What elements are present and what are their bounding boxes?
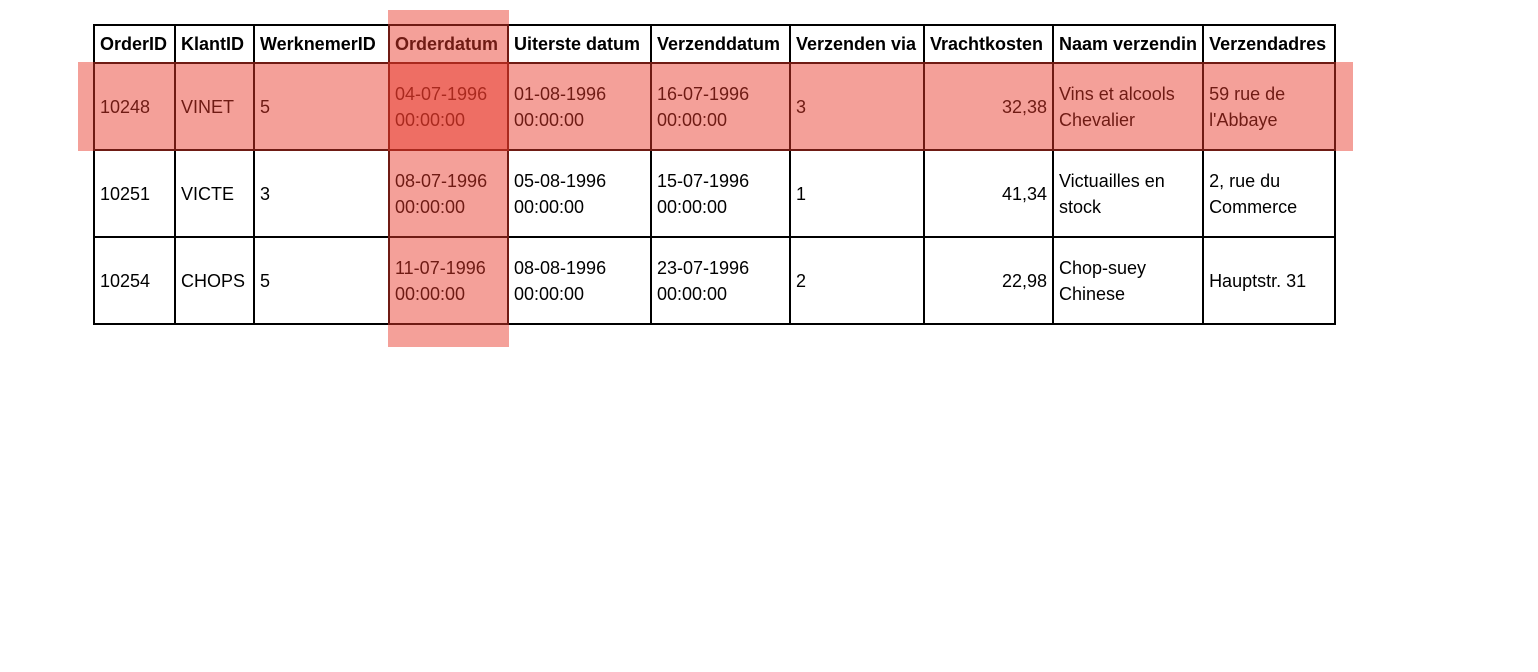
cell-verzenddatum: 15-07-1996 00:00:00 (651, 150, 790, 237)
header-naam-verzending[interactable]: Naam verzendin (1053, 25, 1203, 63)
cell-verzenden-via: 2 (790, 237, 924, 324)
cell-verzenden-via: 1 (790, 150, 924, 237)
cell-werknemer-id: 5 (254, 63, 389, 150)
header-orderdatum[interactable]: Orderdatum (389, 25, 508, 63)
cell-verzendadres: 2, rue du Commerce (1203, 150, 1335, 237)
cell-orderdatum: 08-07-1996 00:00:00 (389, 150, 508, 237)
header-vrachtkosten[interactable]: Vrachtkosten (924, 25, 1053, 63)
table-row[interactable] (94, 63, 1335, 150)
cell-naam-verzending: Victuailles en stock (1053, 150, 1203, 237)
cell-werknemer-id: 3 (254, 150, 389, 237)
header-uiterste-datum[interactable]: Uiterste datum (508, 25, 651, 63)
orders-table-container (93, 24, 1336, 325)
cell-verzendadres: Hauptstr. 31 (1203, 237, 1335, 324)
header-verzendadres[interactable]: Verzendadres (1203, 25, 1335, 63)
cell-uiterste-datum: 05-08-1996 00:00:00 (508, 150, 651, 237)
header-verzenden-via[interactable]: Verzenden via (790, 25, 924, 63)
cell-klant-id: VINET (175, 63, 254, 150)
cell-orderdatum: 11-07-1996 00:00:00 (389, 237, 508, 324)
cell-verzenddatum: 23-07-1996 00:00:00 (651, 237, 790, 324)
cell-werknemer-id: 5 (254, 237, 389, 324)
cell-uiterste-datum: 08-08-1996 00:00:00 (508, 237, 651, 324)
cell-vrachtkosten: 22,98 (924, 237, 1053, 324)
cell-klant-id: CHOPS (175, 237, 254, 324)
cell-uiterste-datum: 01-08-1996 00:00:00 (508, 63, 651, 150)
cell-klant-id: VICTE (175, 150, 254, 237)
cell-order-id: 10251 (94, 150, 175, 237)
cell-naam-verzending: Chop-suey Chinese (1053, 237, 1203, 324)
cell-naam-verzending: Vins et alcools Chevalier (1053, 63, 1203, 150)
header-order-id[interactable]: OrderID (94, 25, 175, 63)
orders-table (93, 24, 1336, 325)
header-klant-id[interactable]: KlantID (175, 25, 254, 63)
cell-orderdatum: 04-07-1996 00:00:00 (389, 63, 508, 150)
cell-verzendadres: 59 rue de l'Abbaye (1203, 63, 1335, 150)
cell-vrachtkosten: 41,34 (924, 150, 1053, 237)
header-row (94, 25, 1335, 63)
cell-vrachtkosten: 32,38 (924, 63, 1053, 150)
cell-verzenddatum: 16-07-1996 00:00:00 (651, 63, 790, 150)
table-row[interactable] (94, 150, 1335, 237)
table-row[interactable] (94, 237, 1335, 324)
cell-order-id: 10248 (94, 63, 175, 150)
header-verzenddatum[interactable]: Verzenddatum (651, 25, 790, 63)
cell-verzenden-via: 3 (790, 63, 924, 150)
cell-order-id: 10254 (94, 237, 175, 324)
header-werknemer-id[interactable]: WerknemerID (254, 25, 389, 63)
